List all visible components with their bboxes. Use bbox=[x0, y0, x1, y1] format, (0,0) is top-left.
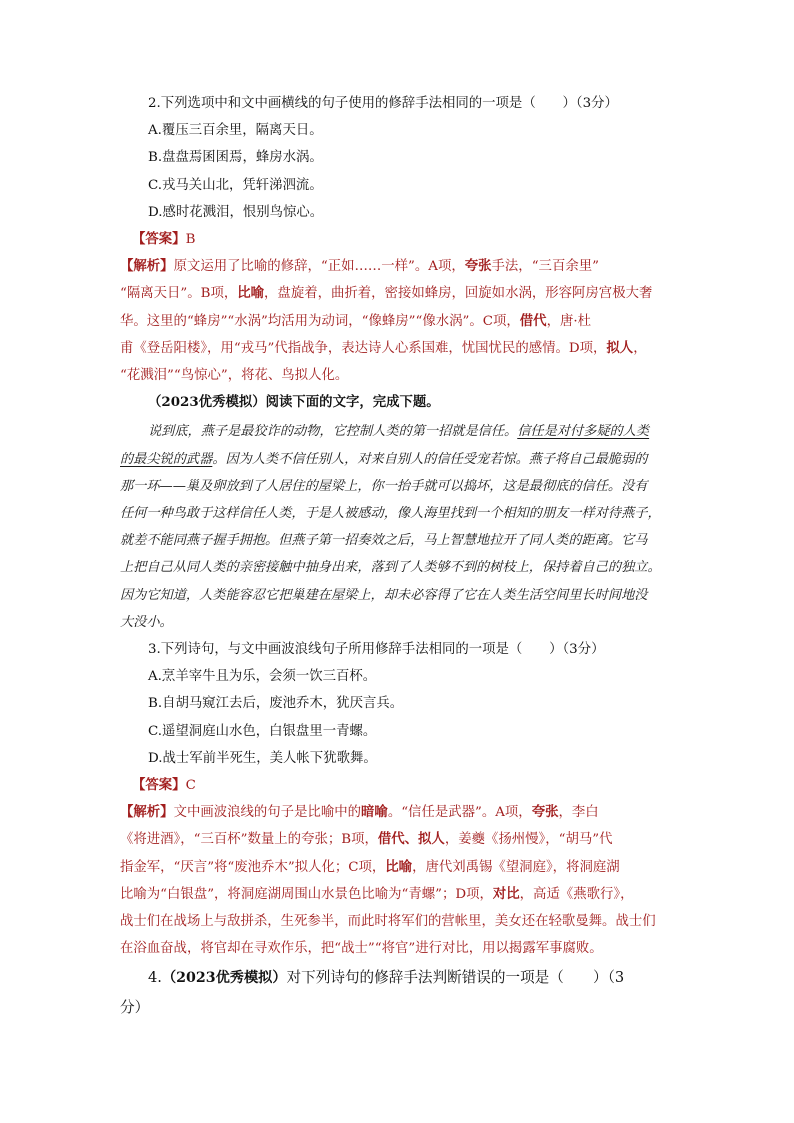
q4-stem bbox=[120, 963, 680, 993]
q3-analysis-text: ，李白 bbox=[558, 805, 599, 821]
passage-line-5: 就差不能同燕子握手拥抱。但燕子第一招奏效之后，马上智慧地拉开了同人类的距离。它马 bbox=[120, 533, 648, 549]
passage-text: 说到底，燕子是最狡诈的动物，它控制人类的第一招就是信任。 bbox=[148, 424, 518, 440]
q3-analysis-text: ，高适《燕歌行》， bbox=[519, 886, 634, 902]
q2-analysis-text: ，唐·杜 bbox=[546, 313, 591, 329]
passage-line-8: 大没小。 bbox=[120, 614, 173, 630]
passage-line-7: 因为它知道，人类能容忍它把巢建在屋梁上，却未必容得了它在人类生活空间里长时间地没 bbox=[120, 587, 648, 603]
passage-line-1 bbox=[120, 418, 680, 445]
q3-analysis-line-6: 在浴血奋战，将官却在寻欢作乐，把“战士”“将官”进行对比，用以揭露军事腐败。 bbox=[120, 941, 603, 957]
q2-analysis-label: 【解析】 bbox=[120, 258, 174, 275]
q2-option-c: C.戎马关山北，凭轩涕泗流。 bbox=[148, 177, 323, 193]
reading-passage bbox=[120, 418, 680, 636]
q3-option-c: C.遥望洞庭山水色，白银盘里一青螺。 bbox=[148, 723, 377, 739]
q4-stem-text: 对下列诗句的修辞手法判断错误的一项是（ ）（3 bbox=[286, 968, 625, 986]
q3-analysis-label: 【解析】 bbox=[120, 804, 174, 821]
q3-analysis-text: 《将进酒》，“三百杯”数量上的夸张；B项， bbox=[120, 832, 378, 848]
q4-stem-continued: 分） bbox=[120, 998, 150, 1016]
passage-underlined-text: 信任是对付多疑的人类 bbox=[517, 424, 650, 440]
q2-analysis-keyword: 拟人 bbox=[606, 339, 634, 356]
q2-analysis-text: 华。这里的“蜂房”“水涡”均活用为动词，“像蜂房”“像水涡”。C项， bbox=[120, 313, 520, 329]
q4-number: 4. bbox=[148, 968, 162, 986]
q3-option-d: D.战士军前半死生，美人帐下犹歌舞。 bbox=[148, 750, 377, 766]
q3-analysis-keyword: 借代、拟人 bbox=[377, 831, 445, 848]
q3-option-a: A.烹羊宰牛且为乐，会须一饮三百杯。 bbox=[148, 669, 377, 685]
q2-analysis-text: 原文运用了比喻的修辞，“正如……一样”。A项， bbox=[173, 259, 465, 275]
q2-option-b: B.盘盘焉囷囷焉，蜂房水涡。 bbox=[148, 150, 323, 166]
q3-analysis-line-2 bbox=[120, 826, 680, 853]
q3-analysis-text: 。“信任是武器”。A项， bbox=[387, 805, 532, 821]
q2-analysis-keyword: 比喻 bbox=[237, 285, 265, 302]
q2-option-a: A.覆压三百余里，隔离天日。 bbox=[148, 123, 323, 139]
q2-analysis-line-3 bbox=[120, 308, 680, 335]
q2-answer-value: B bbox=[185, 232, 196, 248]
q2-analysis-text: ，盘旋着，曲折着，密接如蜂房，回旋如水涡，形容阿房宫极大奢 bbox=[264, 286, 653, 302]
content bbox=[120, 90, 680, 1022]
q2-answer bbox=[120, 226, 680, 253]
passage-line-3: 那一环——巢及卵放到了人居住的屋梁上，你一抬手就可以捣坏，这是最彻底的信任。没有 bbox=[120, 478, 648, 494]
q3-analysis-line-5: 战士们在战场上与敌拼杀，生死参半，而此时将军们的营帐里，美女还在轻歌曼舞。战士们 bbox=[120, 914, 656, 930]
q2-option-d: D.感时花溅泪，恨别鸟惊心。 bbox=[148, 204, 324, 220]
q2-analysis-text: 戎马 bbox=[240, 340, 268, 356]
q3-analysis-text: ，唐代刘禹锡《望洞庭》，将洞庭湖 bbox=[412, 859, 620, 875]
passage-underlined-text: 的最尖锐的武器 bbox=[120, 451, 213, 467]
q2-analysis-line-5: “花溅泪”“鸟惊心”，将花、鸟拟人化。 bbox=[120, 368, 349, 384]
q3-analysis-line-3 bbox=[120, 854, 680, 881]
passage-line-4: 任何一种鸟敢于这样信任人类，于是人被感动，像人海里找到一个相知的朋友一样对待燕子， bbox=[120, 506, 661, 522]
q2-analysis-keyword: 夸张 bbox=[464, 258, 492, 275]
q3-option-b: B.自胡马窥江去后，废池乔木，犹厌言兵。 bbox=[148, 696, 404, 712]
q3-analysis-text: 文中画波浪线的句子是比喻中的 bbox=[173, 805, 362, 821]
q3-analysis-text: 比喻为“白银盘”，将洞庭湖周围山水景色比喻为“青螺”；D项， bbox=[120, 886, 493, 902]
q2-analysis-text: “隔离天日”。B项， bbox=[120, 286, 238, 302]
q3-analysis-line-1 bbox=[120, 799, 680, 826]
q2-analysis-line-1 bbox=[120, 253, 680, 280]
q2-analysis-keyword: 借代 bbox=[519, 312, 547, 329]
q2-analysis-text: ， bbox=[633, 340, 647, 356]
q4-source: （2023优秀模拟） bbox=[161, 969, 287, 986]
q3-answer-value: C bbox=[185, 778, 196, 794]
q2-analysis-text: 手法，“三百余里” bbox=[491, 259, 599, 275]
q2-answer-label: 【答案】 bbox=[132, 231, 186, 248]
passage-text: 。因为人类不信任别人，对来自别人的信任受宠若惊。燕子将自己最脆弱的 bbox=[212, 451, 648, 467]
q2-analysis-line-4 bbox=[120, 335, 680, 362]
q2-analysis-text: ”代指战争，表达诗人心系国难，忧国忧民的感情。D项， bbox=[267, 340, 607, 356]
q3-answer bbox=[120, 772, 680, 799]
q3-analysis-keyword: 夸张 bbox=[531, 804, 559, 821]
q2-analysis-line-2 bbox=[120, 280, 680, 307]
q3-answer-label: 【答案】 bbox=[132, 777, 186, 794]
q3-analysis-text: ，姜夔《扬州慢》，“胡马”代 bbox=[444, 832, 613, 848]
q3-analysis-keyword: 比喻 bbox=[385, 858, 413, 875]
q2-analysis-text: 甫《登岳阳楼》，用“ bbox=[120, 340, 241, 356]
passage-line-2 bbox=[120, 446, 680, 473]
passage-intro: （2023优秀模拟）阅读下面的文字，完成下题。 bbox=[148, 394, 440, 411]
q3-analysis-keyword: 对比 bbox=[492, 885, 520, 902]
q3-analysis-keyword: 暗喻 bbox=[361, 804, 388, 821]
q3-stem: 3.下列诗句，与文中画波浪线句子所用修辞手法相同的一项是（ ）（3分） bbox=[148, 642, 605, 658]
q3-analysis-line-4 bbox=[120, 881, 680, 908]
q3-analysis-text: 指金军，“厌言”将“废池乔木”拟人化；C项， bbox=[120, 859, 386, 875]
passage-line-6: 上把自己从同人类的亲密接触中抽身出来，落到了人类够不到的树枝上，保持着自己的独立。 bbox=[120, 560, 661, 576]
q2-stem: 2.下列选项中和文中画横线的句子使用的修辞手法相同的一项是（ ）（3分） bbox=[148, 96, 618, 111]
